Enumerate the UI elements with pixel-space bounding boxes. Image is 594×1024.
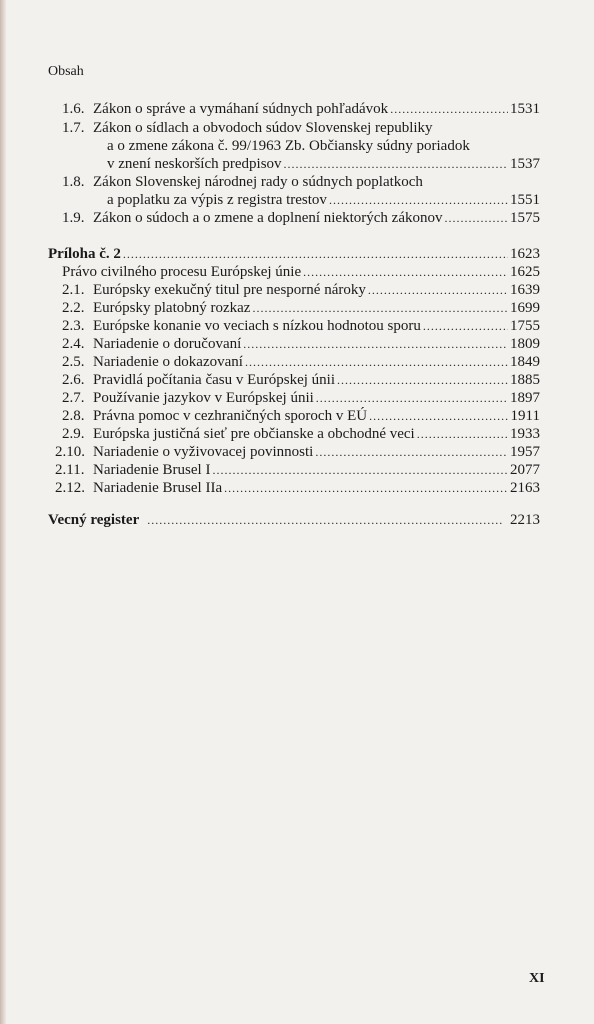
leader-dots — [316, 389, 508, 407]
entry-number: 2.12. — [55, 480, 85, 496]
leader-dots — [252, 299, 508, 317]
leader-dots — [284, 155, 508, 173]
leader-dots — [369, 407, 508, 425]
toc-entry-1-6 — [62, 100, 540, 118]
toc-entry-2-6 — [62, 371, 540, 389]
toc-index-entry — [48, 511, 540, 529]
leader-dots — [303, 263, 508, 281]
entry-title: Zákon Slovenskej národnej rady o súdnych poplatkoch — [93, 174, 423, 190]
toc-entry-1-7 — [62, 119, 540, 137]
entry-page: 1885 — [510, 372, 540, 388]
entry-page: 1551 — [510, 192, 540, 208]
entry-title-continued: a o zmene zákona č. 99/1963 Zb. Občiansky súdny poriadok — [107, 138, 470, 154]
annex-subtitle: Právo civilného procesu Európskej únie — [62, 264, 302, 280]
leader-dots — [337, 371, 508, 389]
entry-title: Nariadenie o doručovaní — [93, 336, 242, 352]
toc-entry-1-9 — [62, 209, 540, 227]
entry-number: 1.9. — [62, 210, 85, 226]
entry-number: 2.8. — [62, 408, 85, 424]
toc-entry-1-7-line3 — [107, 155, 540, 173]
entry-page: 1911 — [510, 408, 540, 424]
toc-entry-1-7-line2 — [107, 137, 540, 155]
entry-number: 2.11. — [55, 462, 85, 478]
toc-annex-subtitle — [62, 263, 540, 281]
leader-dots — [390, 100, 508, 118]
index-title: Vecný register — [48, 512, 140, 528]
entry-title: Nariadenie o dokazovaní — [93, 354, 243, 370]
entry-page: 1755 — [510, 318, 540, 334]
leader-dots — [315, 443, 508, 461]
entry-page: 2213 — [510, 512, 540, 528]
entry-title-continued: a poplatku za výpis z registra trestov — [107, 192, 327, 208]
toc-entry-1-8 — [62, 173, 540, 191]
entry-number: 2.1. — [62, 282, 85, 298]
entry-title: Zákon o správe a vymáhaní súdnych pohľadávok — [93, 101, 389, 117]
entry-title: Zákon o súdoch a o zmene a doplnení niektorých zákonov — [93, 210, 443, 226]
entry-title: Nariadenie Brusel I — [93, 462, 211, 478]
toc-entry-2-9 — [62, 425, 540, 443]
toc-entry-2-8 — [62, 407, 540, 425]
toc-entry-2-4 — [62, 335, 540, 353]
leader-dots — [329, 191, 508, 209]
toc-entry-2-2 — [62, 299, 540, 317]
toc-annex-heading — [48, 245, 540, 263]
entry-number: 2.2. — [62, 300, 85, 316]
entry-page: 2163 — [510, 480, 540, 496]
entry-number: 2.4. — [62, 336, 85, 352]
entry-page: 1933 — [510, 426, 540, 442]
entry-title: Nariadenie o vyživovacej povinnosti — [93, 444, 314, 460]
leader-dots — [423, 317, 508, 335]
leader-dots — [245, 353, 508, 371]
leader-dots — [123, 245, 508, 263]
entry-title: Právna pomoc v cezhraničných sporoch v EÚ — [93, 408, 368, 424]
leader-dots — [147, 511, 504, 529]
entry-number: 2.9. — [62, 426, 85, 442]
page-number: XI — [529, 971, 545, 986]
entry-title: Európsky platobný rozkaz — [93, 300, 251, 316]
entry-title: Európsky exekučný titul pre nesporné nároky — [93, 282, 366, 298]
entry-page: 1625 — [510, 264, 540, 280]
annex-title: Príloha č. 2 — [48, 246, 121, 262]
toc-entry-2-10 — [55, 443, 540, 461]
entry-page: 1537 — [510, 156, 540, 172]
entry-title: Zákon o sídlach a obvodoch súdov Slovenskej republiky — [93, 120, 433, 136]
toc-entry-2-12 — [55, 479, 540, 497]
entry-number: 2.6. — [62, 372, 85, 388]
entry-title: Používanie jazykov v Európskej únii — [93, 390, 314, 406]
leader-dots — [417, 425, 508, 443]
entry-page: 1639 — [510, 282, 540, 298]
toc-entry-2-5 — [62, 353, 540, 371]
entry-number: 2.10. — [55, 444, 85, 460]
entry-page: 1897 — [510, 390, 540, 406]
entry-title: Nariadenie Brusel IIa — [93, 480, 223, 496]
entry-page: 2077 — [510, 462, 540, 478]
entry-number: 1.6. — [62, 101, 85, 117]
entry-number: 1.7. — [62, 120, 85, 136]
entry-page: 1957 — [510, 444, 540, 460]
entry-title: Európske konanie vo veciach s nízkou hodnotou sporu — [93, 318, 421, 334]
entry-title-continued: v znení neskorších predpisov — [107, 156, 282, 172]
entry-title: Pravidlá počítania času v Európskej únii — [93, 372, 336, 388]
entry-page: 1531 — [510, 101, 540, 117]
leader-dots — [224, 479, 508, 497]
entry-page: 1623 — [510, 246, 540, 262]
entry-page: 1849 — [510, 354, 540, 370]
entry-number: 2.7. — [62, 390, 85, 406]
toc-entry-2-3 — [62, 317, 540, 335]
leader-dots — [444, 209, 508, 227]
running-header: Obsah — [48, 64, 84, 79]
toc-entry-2-7 — [62, 389, 540, 407]
leader-dots — [212, 461, 508, 479]
entry-number: 2.3. — [62, 318, 85, 334]
entry-title: Európska justičná sieť pre občianske a obchodné veci — [93, 426, 415, 442]
entry-page: 1809 — [510, 336, 540, 352]
entry-number: 1.8. — [62, 174, 85, 190]
entry-page: 1575 — [510, 210, 540, 226]
entry-page: 1699 — [510, 300, 540, 316]
toc-entry-2-1 — [62, 281, 540, 299]
toc-entry-2-11 — [55, 461, 540, 479]
entry-number: 2.5. — [62, 354, 85, 370]
toc-entry-1-8-line2 — [107, 191, 540, 209]
leader-dots — [368, 281, 508, 299]
leader-dots — [243, 335, 508, 353]
page-edge — [0, 0, 6, 1024]
